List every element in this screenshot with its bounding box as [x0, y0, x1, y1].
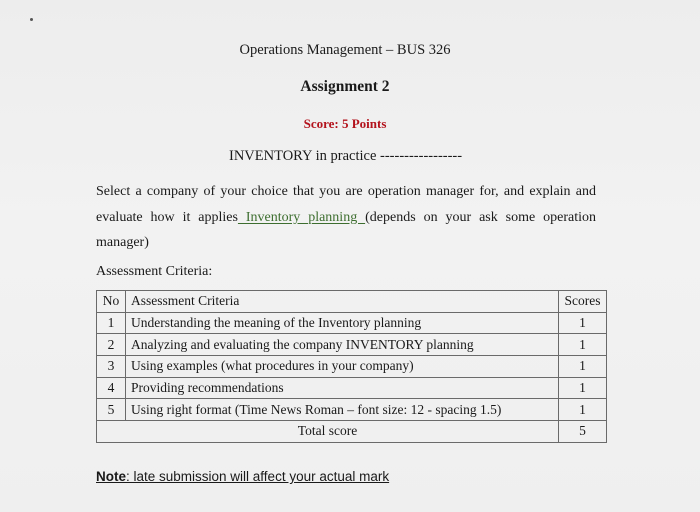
header-scores: Scores [559, 291, 607, 313]
table-header-row [97, 291, 607, 313]
assignment-title: Assignment 2 [300, 78, 390, 95]
instructions-text-after: (depends on your ask some operation manager) [96, 209, 596, 250]
row-score: 1 [559, 356, 607, 378]
row-no: 3 [97, 356, 126, 378]
row-no: 2 [97, 334, 126, 356]
topic-line: INVENTORY in practice ----------------- [229, 148, 463, 164]
row-score: 1 [559, 334, 607, 356]
criteria-label: Assessment Criteria: [96, 264, 213, 279]
table-row [97, 399, 607, 421]
note-label: Note [96, 469, 126, 484]
row-no: 1 [97, 312, 126, 334]
total-row [97, 421, 607, 443]
course-title: Operations Management – BUS 326 [239, 42, 451, 58]
table-row [97, 356, 607, 378]
row-score: 1 [559, 377, 607, 399]
instructions-text-before: Select a company of your choice that you are operation manager for, and explain and evaluate how it applies [96, 184, 596, 225]
inventory-planning-link[interactable]: Inventory planning [237, 209, 366, 225]
assessment-table [96, 290, 607, 443]
score-line: Score: 5 Points [303, 116, 387, 131]
row-criteria: Providing recommendations [126, 377, 559, 399]
row-criteria: Understanding the meaning of the Inventory planning [126, 312, 559, 334]
row-criteria: Using examples (what procedures in your company) [126, 356, 559, 378]
row-criteria: Analyzing and evaluating the company INVENTORY planning [126, 334, 559, 356]
instructions-paragraph [96, 179, 596, 256]
total-value: 5 [559, 421, 607, 443]
row-score: 1 [559, 312, 607, 334]
total-label: Total score [97, 421, 559, 443]
row-no: 5 [97, 399, 126, 421]
row-criteria: Using right format (Time News Roman – font size: 12 - spacing 1.5) [126, 399, 559, 421]
row-no: 4 [97, 377, 126, 399]
header-criteria: Assessment Criteria [126, 291, 559, 313]
margin-dot [30, 18, 33, 21]
table-row [97, 377, 607, 399]
header-no: No [97, 291, 126, 313]
table-row [97, 334, 607, 356]
row-score: 1 [559, 399, 607, 421]
table-row [97, 312, 607, 334]
note-line [96, 469, 389, 484]
note-text: : late submission will affect your actual mark [126, 469, 390, 484]
